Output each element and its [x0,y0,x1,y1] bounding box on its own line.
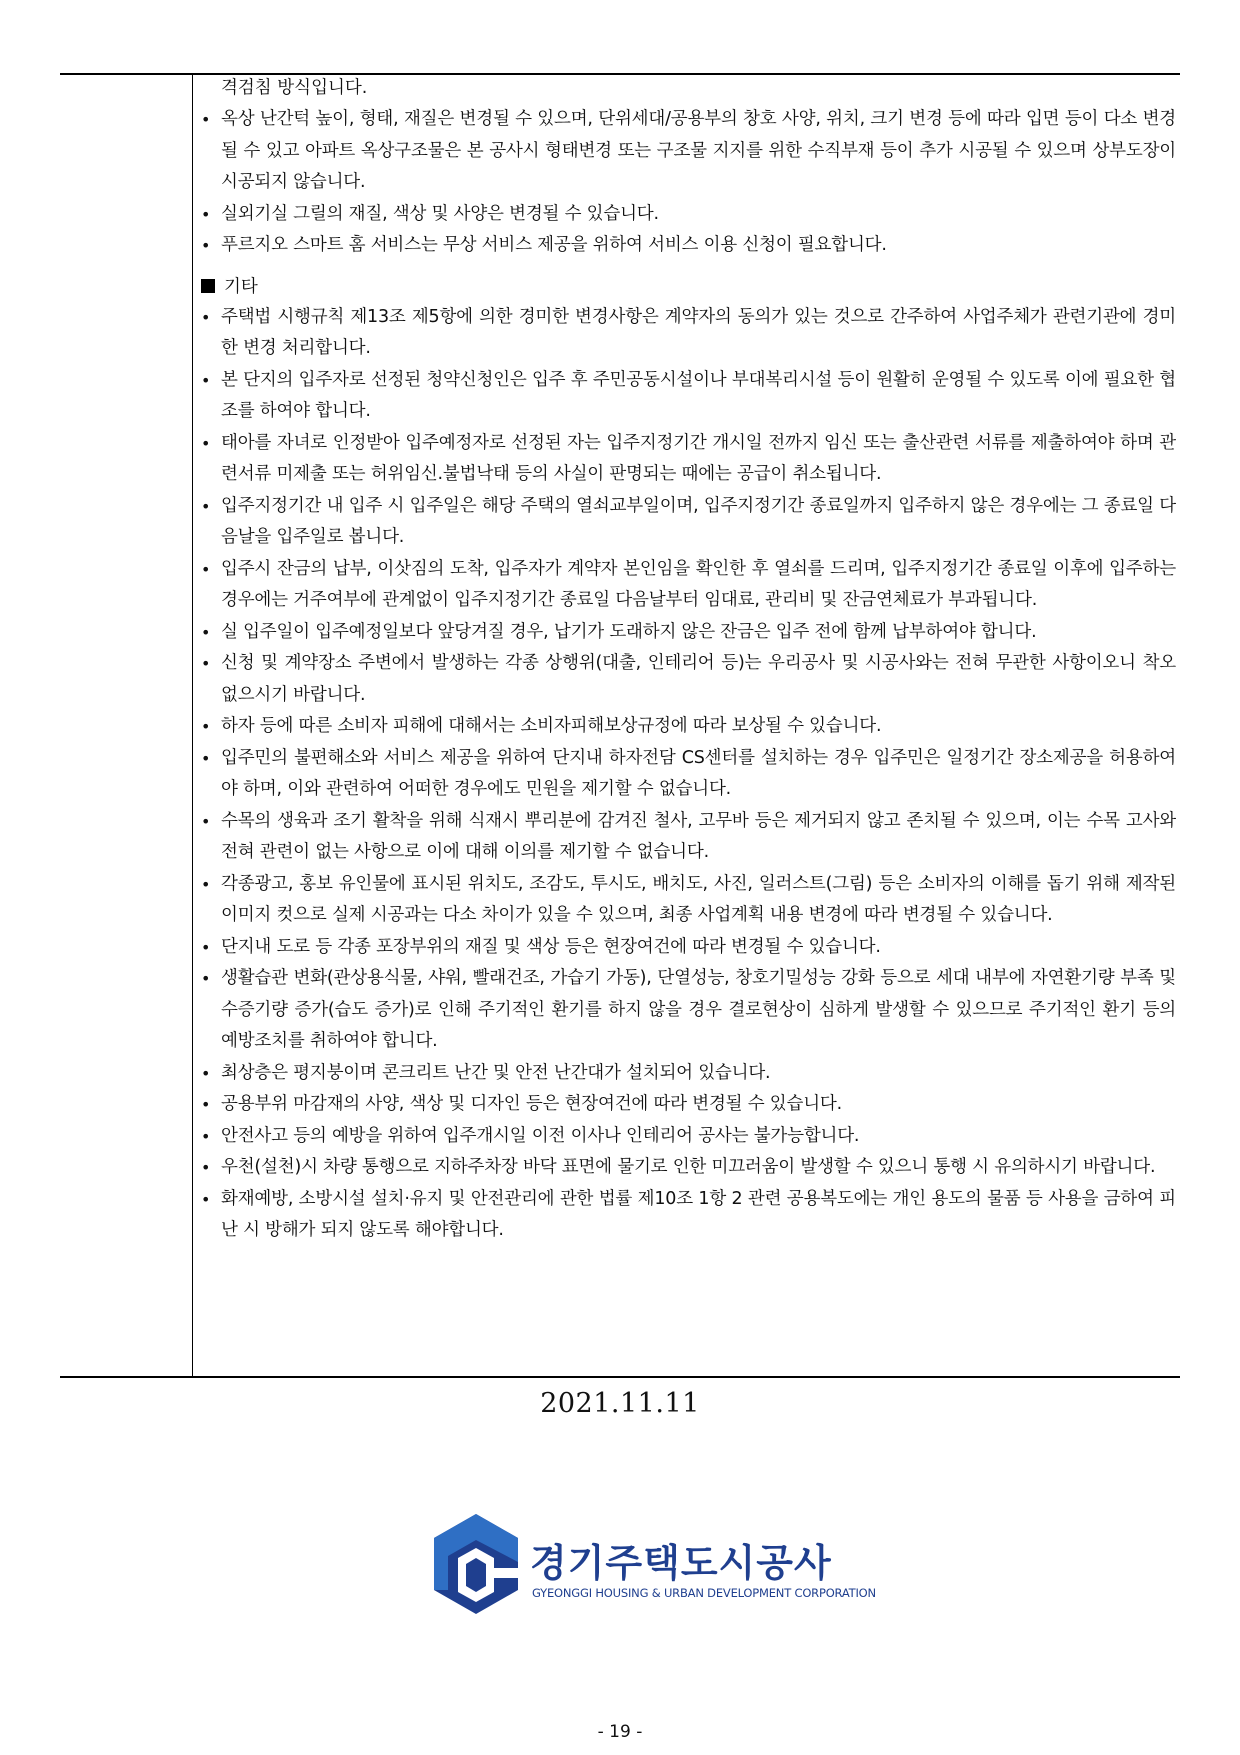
notice-content [193,75,1180,1376]
continuation-text: 격검침 방식입니다. [221,78,368,98]
bullet-dot-icon: • [201,969,211,988]
list-item [199,491,1176,554]
list-item [199,104,1176,199]
table-label-column [60,75,193,1376]
bullet-dot-icon: • [201,307,211,327]
list-item [199,1152,1176,1184]
list-item [199,365,1176,428]
list-item-text: 단지내 도로 등 각종 포장부위의 재질 및 색상 등은 현장여건에 따라 변경될 수 있습니다. [221,936,881,957]
bullet-dot-icon: • [201,1158,211,1177]
list-item-text: 생활습관 변화(관상용식물, 샤워, 빨래건조, 가습기 가동), 단열성능, 창호기밀성능 강화 등으로 세대 내부에 자연환기량 부족 및 수증기량 증가(습도 증가)로 인해 주기적인 환기를 하지 않을 경우 결로현상이 심하게 발생할 수 있으므로 주기적인 환기 등의 예방조치를 취하여야 합니다. [221,968,1176,1051]
list-item-text: 입주시 잔금의 납부, 이삿짐의 도착, 입주자가 계약자 본인임을 확인한 후 열쇠를 드리며, 입주지정기간 종료일 이후에 입주하는 경우에는 거주여부에 관계없이 입주지정기간 종료일 다음날부터 임대료, 관리비 및 잔금연체료가 부과됩니다. [221,558,1176,610]
list-item-text: 공용부위 마감재의 사양, 색상 및 디자인 등은 현장여건에 따라 변경될 수 있습니다. [221,1094,842,1114]
bullet-dot-icon: • [201,937,211,957]
list-item [199,617,1176,649]
list-item [199,869,1176,932]
list-item-text: 화재예방, 소방시설 설치·유지 및 안전관리에 관한 법률 제10조 1항 2 관련 공용복도에는 개인 용도의 물품 등 사용을 금하여 피난 시 방해가 되지 않도록 해야합니다. [221,1188,1176,1240]
list-item-text: 신청 및 계약장소 주변에서 발생하는 각종 상행위(대출, 인테리어 등)는 우리공사 및 시공사와는 전혀 무관한 사항이오니 착오 없으시기 바랍니다. [221,653,1176,705]
bullet-dot-icon: • [201,1095,211,1114]
bullet-dot-icon: • [201,717,211,736]
list-item-text: 최상층은 평지붕이며 콘크리트 난간 및 안전 난간대가 설치되어 있습니다. [221,1062,771,1083]
list-item-text: 입주지정기간 내 입주 시 입주일은 해당 주택의 열쇠교부일이며, 입주지정기간 종료일까지 입주하지 않은 경우에는 그 종료일 다음날을 입주일로 봅니다. [221,495,1176,547]
logo-subtitle: GYEONGGI HOUSING & URBAN DEVELOPMENT CORPORATION [532,1586,876,1600]
list-item [199,1121,1176,1153]
bullet-dot-icon: • [201,1126,211,1146]
bullet-list-top [199,104,1176,262]
section-heading-label: 기타 [224,276,258,297]
list-item-text: 실외기실 그릴의 재질, 색상 및 사양은 변경될 수 있습니다. [221,203,659,224]
list-item [199,230,1176,262]
bullet-dot-icon: • [201,496,211,516]
bullet-dot-icon: • [201,110,211,129]
list-item [199,963,1176,1058]
document-date: 2021.11.11 [540,1388,700,1419]
company-logo [428,1510,876,1620]
square-bullet-icon [201,279,215,293]
list-item-text: 푸르지오 스마트 홈 서비스는 무상 서비스 제공을 위하여 서비스 이용 신청이 필요합니다. [221,235,887,255]
list-item [199,1058,1176,1090]
list-item-text: 태아를 자녀로 인정받아 입주예정자로 선정된 자는 입주지정기간 개시일 전까지 임신 또는 출산관련 서류를 제출하여야 하며 관련서류 미제출 또는 허위임신.불법낙태 등의 사실이 판명되는 때에는 공급이 취소됩니다. [221,432,1176,484]
logo-name: 경기주택도시공사 [530,1541,832,1585]
list-item-text: 수목의 생육과 조기 활착을 위해 식재시 뿌리분에 감겨진 철사, 고무바 등은 제거되지 않고 존치될 수 있으며, 이는 수목 고사와 전혀 관련이 없는 사항으로 이에 대해 이의를 제기할 수 없습니다. [221,810,1176,862]
bullet-dot-icon: • [201,236,211,255]
bullet-dot-icon: • [201,433,211,453]
list-item-text: 실 입주일이 입주예정일보다 앞당겨질 경우, 납기가 도래하지 않은 잔금은 입주 전에 함께 납부하여야 합니다. [221,621,1037,642]
bullet-dot-icon: • [201,1063,211,1083]
list-item [199,1089,1176,1121]
page-number: - 19 - [597,1722,643,1742]
list-item [199,554,1176,617]
list-item-text: 옥상 난간턱 높이, 형태, 재질은 변경될 수 있으며, 단위세대/공용부의 창호 사양, 위치, 크기 변경 등에 따라 입면 등이 다소 변경될 수 있고 아파트 옥상구조물은 본 공사시 형태변경 또는 구조물 지지를 위한 수직부재 등이 추가 시공될 수 있으며 상부도장이 시공되지 않습니다. [221,109,1176,192]
bullet-dot-icon: • [201,370,211,390]
bullet-dot-icon: • [201,1189,211,1209]
bullet-dot-icon: • [201,811,211,831]
list-item [199,743,1176,806]
bullet-dot-icon: • [201,559,211,579]
bullet-dot-icon: • [201,874,211,894]
list-item-text: 우천(설천)시 차량 통행으로 지하주차장 바닥 표면에 물기로 인한 미끄러움이 발생할 수 있으니 통행 시 유의하시기 바랍니다. [221,1157,1156,1177]
bullet-list-etc [199,302,1176,1247]
bullet-dot-icon: • [201,654,211,673]
list-item [199,711,1176,743]
list-item [199,1184,1176,1247]
list-item-text: 입주민의 불편해소와 서비스 제공을 위하여 단지내 하자전담 CS센터를 설치하는 경우 입주민은 일정기간 장소제공을 허용하여야 하며, 이와 관련하여 어떠한 경우에도 민원을 제기할 수 없습니다. [221,747,1176,799]
list-item [199,302,1176,365]
bullet-dot-icon: • [201,748,211,768]
bullet-dot-icon: • [201,622,211,642]
list-item-text: 주택법 시행규칙 제13조 제5항에 의한 경미한 변경사항은 계약자의 동의가 있는 것으로 간주하여 사업주체가 관련기관에 경미한 변경 처리합니다. [221,306,1176,358]
notice-table [60,73,1180,1378]
list-item [199,806,1176,869]
bullet-dot-icon: • [201,204,211,224]
list-item [199,648,1176,711]
section-heading [199,272,1176,302]
list-item [199,199,1176,231]
list-item [199,932,1176,964]
list-item-text: 안전사고 등의 예방을 위하여 입주개시일 이전 이사나 인테리어 공사는 불가능합니다. [221,1125,860,1146]
list-item [199,428,1176,491]
list-item-text: 각종광고, 홍보 유인물에 표시된 위치도, 조감도, 투시도, 배치도, 사진, 일러스트(그림) 등은 소비자의 이해를 돕기 위해 제작된 이미지 컷으로 실제 시공과는 다소 차이가 있을 수 있으며, 최종 사업계획 내용 변경에 따라 변경될 수 있습니다. [221,873,1176,925]
list-item-text: 본 단지의 입주자로 선정된 청약신청인은 입주 후 주민공동시설이나 부대복리시설 등이 원활히 운영될 수 있도록 이에 필요한 협조를 하여야 합니다. [221,369,1176,421]
gh-logo-icon [428,1510,524,1620]
list-item-text: 하자 등에 따른 소비자 피해에 대해서는 소비자피해보상규정에 따라 보상될 수 있습니다. [221,716,882,736]
